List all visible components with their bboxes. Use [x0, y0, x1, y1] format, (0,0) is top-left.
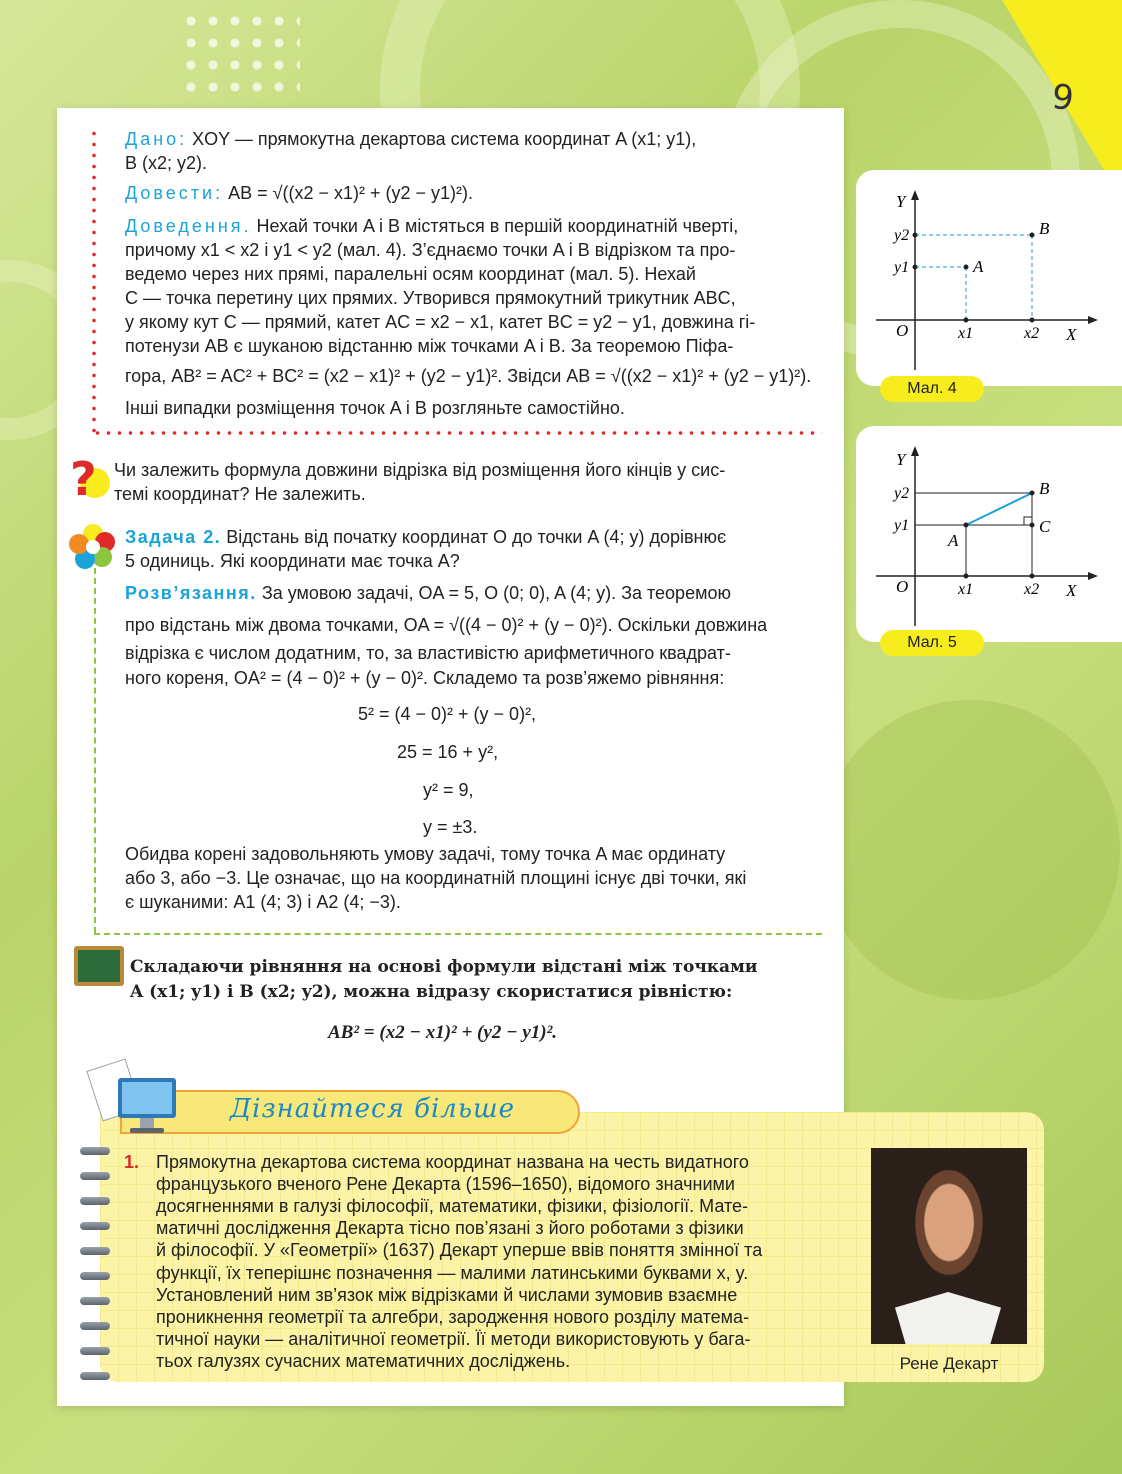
given-label: Дано:	[125, 129, 188, 149]
solution-line: Розв’язання. За умовою задачі, OA = 5, O (0; 0), A (4; y). За теоремою	[125, 583, 731, 603]
background-blob	[820, 700, 1120, 1000]
figure-4-graph	[856, 170, 1122, 386]
figure-5-graph	[856, 426, 1122, 642]
prove-line	[125, 182, 822, 205]
equation: y² = 9,	[423, 780, 474, 800]
computer-icon	[86, 1058, 182, 1138]
notebook-ring	[80, 1347, 110, 1355]
learn-more-line: тьох галузях сучасних математичних досліджень.	[156, 1351, 571, 1371]
learn-more-line: французького вченого Рене Декарта (1596–1650), відомого значними	[156, 1174, 735, 1194]
notebook-ring	[80, 1147, 110, 1155]
tip-line: A (x1; y1) і B (x2; y2), можна відразу скористатися рівністю:	[130, 982, 733, 1002]
conclusion-line: або 3, або −3. Це означає, що на координатній площині існує дві точки, які	[125, 868, 747, 888]
proof-line: Доведення. Нехай точки A і B містяться в першій координатній чверті,	[125, 216, 739, 236]
question-line: Чи залежить формула довжини відрізка від розміщення його кінців у сис-	[114, 460, 726, 480]
notebook-ring	[80, 1322, 110, 1330]
prove-formula: AB = √((x2 − x1)² + (y2 − y1)²).	[228, 183, 474, 203]
notebook-ring	[80, 1247, 110, 1255]
learn-more-line: матичні дослідження Декарта тісно пов’язані з його роботами з фізики	[156, 1218, 744, 1238]
equation: 25 = 16 + y²,	[397, 742, 499, 762]
proof-label: Доведення.	[125, 216, 252, 236]
given-line-2: B (x2; y2).	[125, 153, 208, 173]
portrait-caption: Рене Декарт	[899, 1354, 999, 1373]
figure-5	[856, 426, 1122, 642]
solution-label: Розв’язання.	[125, 583, 257, 603]
solution-line: відрізка є числом додатним, то, за властивістю арифметичного квадрат-	[125, 643, 731, 663]
point-a-label: A	[973, 257, 984, 276]
task-label: Задача 2.	[125, 527, 222, 547]
proof-line: у якому кут C — прямий, катет AC = x2 − x1, катет BC = y2 − y1, довжина гі-	[125, 312, 756, 332]
origin-label: O	[896, 577, 909, 596]
notebook-ring	[80, 1297, 110, 1305]
task-line: Задача 2. Відстань від початку координат O до точки A (4; y) дорівнює	[125, 527, 727, 547]
conclusion-line: є шуканими: A1 (4; 3) і A2 (4; −3).	[125, 892, 401, 912]
tip-formula: AB² = (x2 − x1)² + (y2 − y1)².	[328, 1022, 558, 1043]
chalkboard-icon	[74, 946, 124, 986]
task-flower-icon	[68, 522, 118, 572]
solution-line: ного кореня, OA² = (4 − 0)² + (y − 0)². Складемо та розв’яжемо рівняння:	[125, 668, 725, 688]
point-a-label: A	[948, 531, 959, 550]
page-number: 9	[1050, 76, 1077, 120]
equation: y = ±3.	[423, 817, 478, 837]
y-axis-label: Y	[896, 450, 906, 469]
proof-line: Інші випадки розміщення точок A і B розгляньте самостійно.	[125, 398, 625, 418]
learn-more-title: Дізнайтеся більше	[230, 1094, 515, 1124]
learn-more-line: проникнення геометрії та алгебри, зародження нового розділу матема-	[156, 1307, 750, 1327]
y2-label: y2	[894, 485, 910, 502]
notebook-ring	[80, 1222, 110, 1230]
point-b-label: B	[1039, 479, 1050, 498]
learn-more-line: Установлений ним зв’язок між відрізками й числами зумовив взаємне	[156, 1285, 738, 1305]
point-c-label: C	[1039, 517, 1051, 536]
notebook-ring	[80, 1172, 110, 1180]
proof-line: гора, AB² = AC² + BC² = (x2 − x1)² + (y2 − y1)². Звідси AB = √((x2 − x1)² + (y2 − y1)²).	[125, 366, 812, 386]
figure-5-caption: Мал. 5	[880, 630, 984, 656]
given-text: XOY — прямокутна декартова система координат A (x1; y1),	[192, 129, 697, 149]
background-dots	[180, 10, 300, 100]
task-line: 5 одиниць. Які координати має точка A?	[125, 551, 460, 571]
dotted-border-left	[92, 128, 96, 433]
learn-more-line: Прямокутна декартова система координат названа на честь видатного	[156, 1152, 749, 1172]
dashed-border-left	[94, 568, 96, 933]
question-mark-icon: ?	[70, 452, 97, 506]
notebook-ring	[80, 1372, 110, 1380]
proof-line: C — точка перетину цих прямих. Утворився прямокутний трикутник ABC,	[125, 288, 736, 308]
conclusion-line: Обидва корені задовольняють умову задачі, тому точка A має ординату	[125, 844, 726, 864]
notebook-ring	[80, 1197, 110, 1205]
notebook-ring	[80, 1272, 110, 1280]
equation: 5² = (4 − 0)² + (y − 0)²,	[358, 704, 537, 724]
y1-label: y1	[894, 259, 910, 276]
y-axis-label: Y	[896, 192, 906, 211]
x-axis-label: X	[1066, 325, 1077, 344]
point-b-label: B	[1039, 219, 1050, 238]
dashed-border-bottom	[94, 933, 822, 935]
given-line	[125, 128, 822, 151]
dotted-border-bottom	[92, 431, 822, 435]
solution-line: про відстань між двома точками, OA = √((4 − 0)² + (y − 0)²). Оскільки довжина	[125, 615, 768, 635]
proof-line: потенузи AB є шуканою відстанню між точками A і B. За теоремою Піфа-	[125, 336, 734, 356]
learn-more-line: досягненнями в галузі філософії, математики, фізики, фізіології. Мате-	[156, 1196, 749, 1216]
y2-label: y2	[894, 227, 910, 244]
x1-label: x1	[958, 581, 974, 598]
proof-line: ведемо через них прямі, паралельні осям координат (мал. 5). Нехай	[125, 264, 696, 284]
x2-label: x2	[1024, 325, 1040, 342]
learn-more-line: функції, їх теперішнє позначення — малими латинськими буквами x, y.	[156, 1263, 749, 1283]
figure-4-caption: Мал. 4	[880, 376, 984, 402]
x-axis-label: X	[1066, 581, 1077, 600]
x2-label: x2	[1024, 581, 1040, 598]
x1-label: x1	[958, 325, 974, 342]
figure-4	[856, 170, 1122, 386]
prove-label: Довести:	[125, 183, 224, 203]
tip-line: Складаючи рівняння на основі формули відстані між точками	[130, 957, 758, 977]
y1-label: y1	[894, 517, 910, 534]
learn-more-line: тичної науки — аналітичної геометрії. Її методи використовують у бага-	[156, 1329, 751, 1349]
learn-more-item-number: 1.	[124, 1152, 140, 1172]
learn-more-line: й філософії. У «Геометрії» (1637) Декарт уперше ввів поняття змінної та	[156, 1240, 763, 1260]
proof-line: причому x1 < x2 і y1 < y2 (мал. 4). З’єднаємо точки A і B відрізком та про-	[125, 240, 736, 260]
origin-label: O	[896, 321, 909, 340]
question-line: темі координат? Не залежить.	[114, 484, 366, 504]
